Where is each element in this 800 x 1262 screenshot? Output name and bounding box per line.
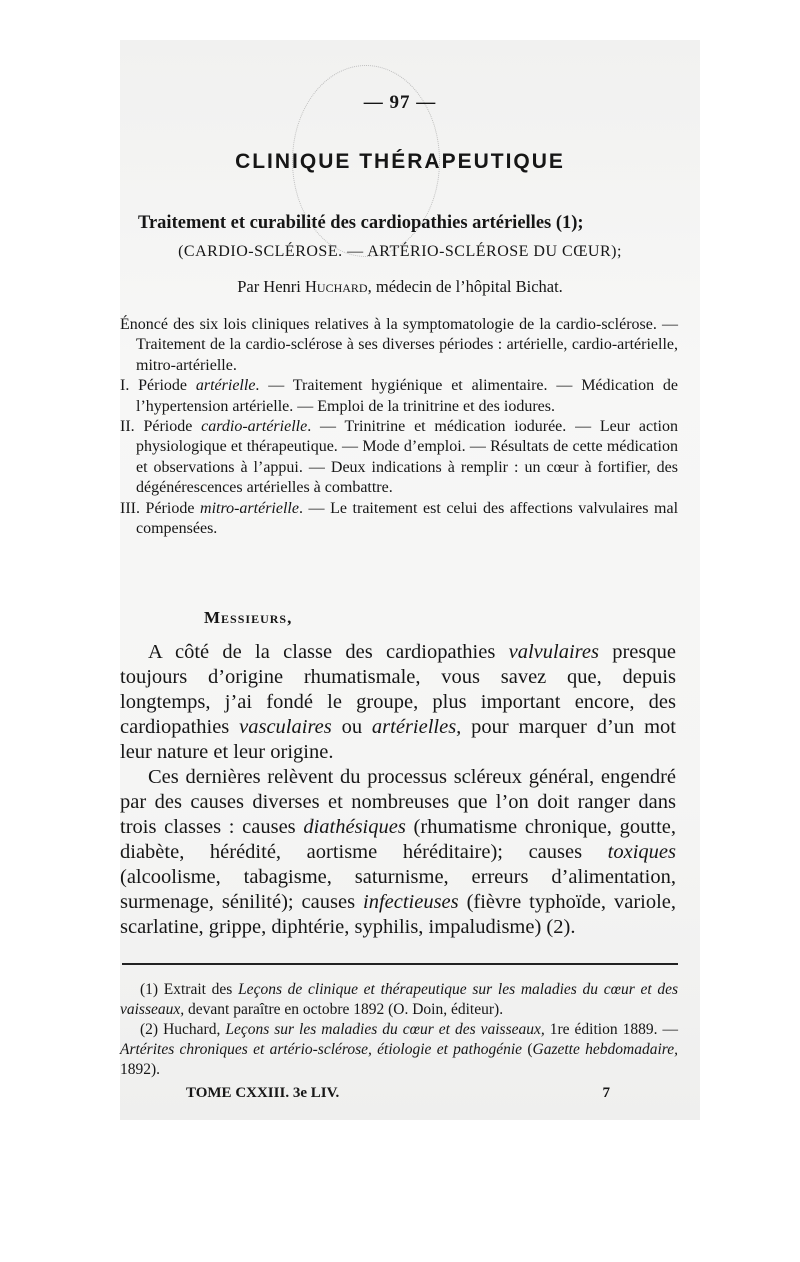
- footnote-2-italic-b: Leçons sur les maladies du cœur et des vaisseaux,: [225, 1021, 545, 1038]
- footnote-2-text-e: (: [522, 1041, 533, 1058]
- article-title: Traitement et curabilité des cardiopathies artérielles (1);: [138, 213, 584, 233]
- body-p1-text-e: ou: [331, 716, 372, 738]
- period-2-text: . — Trinitrine et médication iodurée. — Leur action physiologique et thérapeutique. — Mode d’emploi. — Résultats de cette médication et observations à l’appui. — Deux indications à remplir : un cœur à fortifier, des dégénérescences artérielles à combattre.: [136, 418, 678, 497]
- footnote-2-italic-f: Gazette hebdomadaire,: [532, 1041, 678, 1058]
- footnote-1: [120, 980, 678, 1020]
- body-p1-text-a: A côté de la classe des cardiopathies: [148, 641, 509, 663]
- period-3-number: III. Période: [120, 499, 201, 517]
- volume-line: TOME CXXIII. 3e LIV.: [186, 1085, 340, 1101]
- body-p1-italic-b: valvulaires: [508, 641, 599, 663]
- author-byline: [0, 277, 800, 297]
- footnotes: [120, 980, 678, 1080]
- lecture-body: [120, 640, 676, 940]
- summary-intro: Énoncé des six lois cliniques relatives à la symptomatologie de la cardio-sclérose. — Traitement de la cardio-sclérose à ses diverses périodes : artérielle, cardio-artérielle, mitro-artérielle.: [120, 316, 678, 374]
- footnote-rule: [122, 963, 678, 965]
- section-rubric: CLINIQUE THÉRAPEUTIQUE: [235, 150, 565, 173]
- period-3-text: . — Le traitement est celui des affections valvulaires mal compensées.: [136, 499, 679, 538]
- body-p2-text-e: (alcoolisme, tabagisme, saturnisme, erreurs d’alimentation, surmenage, sénilité); causes: [120, 866, 676, 913]
- byline-suffix: , médecin de l’hôpital Bichat.: [367, 277, 563, 296]
- footnote-1-italic-b: Leçons de clinique et thérapeutique sur les maladies du cœur et des vaisseaux,: [120, 981, 679, 1018]
- summary-period-2: [120, 417, 678, 499]
- body-p2-text-c: (rhumatisme chronique, goutte, diabète, hérédité, aortisme héréditaire); causes: [120, 816, 676, 863]
- footnote-2-text-c: 1re édition 1889. —: [544, 1021, 678, 1038]
- footnote-2: [120, 1020, 678, 1080]
- period-2-term: cardio-artérielle: [201, 418, 308, 436]
- period-1-term: artérielle: [195, 377, 256, 395]
- body-p2-italic-b: diathésiques: [303, 816, 406, 838]
- body-p1-italic-d: vasculaires: [239, 716, 332, 738]
- body-paragraph-2: [120, 765, 676, 940]
- footnote-2-italic-d: Artérites chroniques et artério-sclérose, étiologie et pathogénie: [120, 1041, 523, 1058]
- article-subtitle: (CARDIO-SCLÉROSE. — ARTÉRIO-SCLÉROSE DU CŒUR);: [178, 243, 622, 260]
- page-footer: [186, 1085, 610, 1102]
- footnote-2-text-g: 1892).: [120, 1061, 161, 1078]
- period-1-text: . — Traitement hygiénique et alimentaire. — Médication de l’hypertension artérielle. — Emploi de la trinitrine et des iodures.: [136, 377, 679, 415]
- body-p1-text-g: pour marquer d’un mot leur nature et leur origine.: [120, 716, 676, 763]
- period-1-number: I. Période: [120, 377, 196, 395]
- footnote-1-text-c: devant paraître en octobre 1892 (O. Doin, éditeur).: [184, 1001, 504, 1018]
- body-p1-text-c: presque toujours d’origine rhumatismale, vous savez que, depuis longtemps, j’ai fondé le groupe, plus important encore, des cardiopathies: [120, 641, 676, 738]
- salutation: Messieurs,: [204, 608, 293, 627]
- byline-prefix: Par Henri: [237, 277, 306, 296]
- period-3-term: mitro-artérielle: [200, 499, 299, 517]
- period-2-number: II. Période: [120, 418, 202, 436]
- signature-mark: 7: [602, 1085, 610, 1101]
- footnote-2-text-a: (2) Huchard,: [140, 1021, 226, 1038]
- summary-period-3: [120, 499, 678, 540]
- summary-period-1: [120, 376, 678, 417]
- body-paragraph-1: [120, 640, 676, 765]
- body-p1-italic-f: artérielles,: [371, 716, 462, 738]
- body-p2-text-a: Ces dernières relèvent du processus scléreux général, engendré par des causes diverses et nombreuses que l’on doit ranger dans trois classes : causes: [120, 766, 676, 838]
- article-summary: [120, 315, 678, 539]
- body-p2-text-g: (fièvre typhoïde, variole, scarlatine, grippe, diphtérie, syphilis, impaludisme) (2).: [120, 891, 677, 938]
- author-name: Huchard: [305, 277, 368, 296]
- page-number: — 97 —: [363, 92, 437, 113]
- footnote-1-text-a: (1) Extrait des: [140, 981, 239, 998]
- body-p2-italic-f: infectieuses: [363, 891, 459, 913]
- body-p2-italic-d: toxiques: [607, 841, 676, 863]
